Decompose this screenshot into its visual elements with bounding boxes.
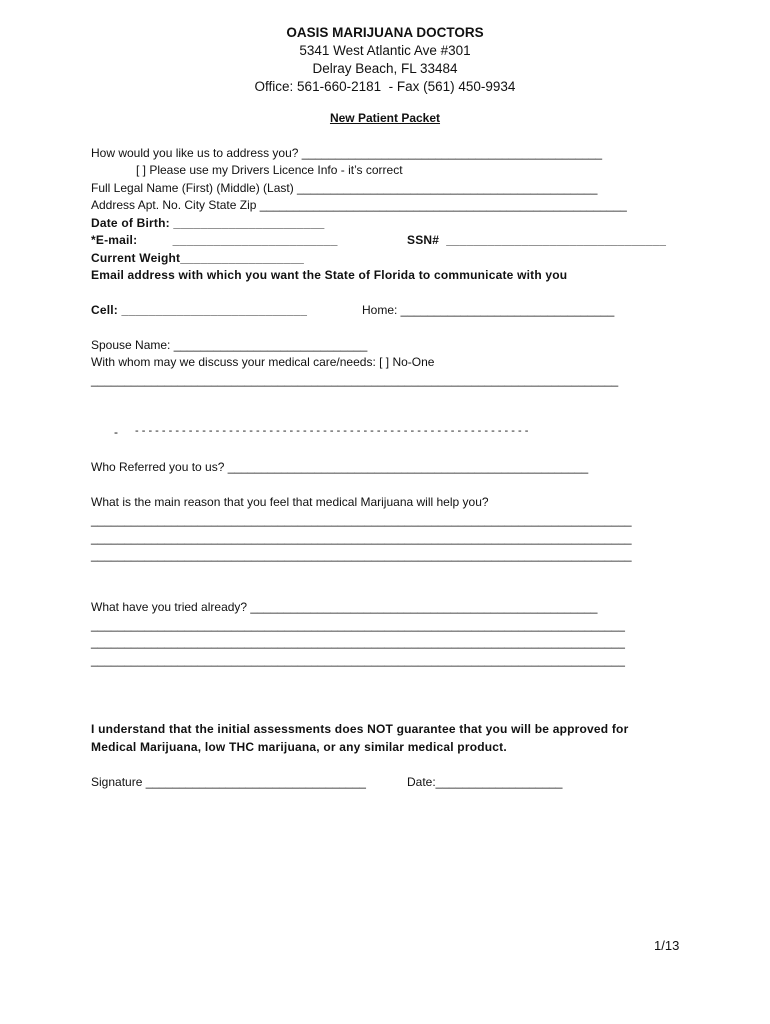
disclaimer-line-1: I understand that the initial assessments does NOT guarantee that you will be approved for	[91, 722, 629, 736]
tried-field[interactable]: What have you tried already? ____________________________________________________	[91, 600, 598, 614]
discuss-field[interactable]: With whom may we discuss your medical care/needs: [ ] No-One	[91, 355, 435, 369]
tried-line-1[interactable]: ________________________________________________________________________________	[91, 618, 625, 632]
email-field[interactable]: *E-mail: ________________________	[91, 233, 338, 247]
dob-field[interactable]: Date of Birth: ______________________	[91, 216, 325, 230]
tried-line-2[interactable]: ________________________________________________________________________________	[91, 635, 625, 649]
cell-field[interactable]: Cell: ___________________________	[91, 303, 308, 317]
separator-dash: -	[114, 425, 118, 439]
address-you-field[interactable]: How would you like us to address you? _____________________________________________	[91, 146, 603, 160]
contact-line: Office: 561-660-2181 - Fax (561) 450-9934	[254, 79, 516, 94]
main-reason-label: What is the main reason that you feel that medical Marijuana will help you?	[91, 495, 489, 509]
separator-dashes: - - - - - - - - - - - - - - - - - - - - - - - - - - - - - - - - - - - - - - - - - - - - - - - - - - - - - - - - - - -	[135, 425, 529, 437]
email-state-label: Email address with which you want the State of Florida to communicate with you	[91, 268, 568, 282]
page-number: 1/13	[654, 938, 680, 953]
reason-line-3[interactable]: _________________________________________________________________________________	[91, 548, 632, 562]
tried-line-3[interactable]: ________________________________________________________________________________	[91, 653, 625, 667]
date-field[interactable]: Date:___________________	[407, 775, 563, 789]
weight-field[interactable]: Current Weight__________________	[91, 251, 304, 265]
reason-line-1[interactable]: _________________________________________________________________________________	[91, 513, 632, 527]
discuss-line[interactable]: _______________________________________________________________________________	[91, 373, 619, 387]
org-name: OASIS MARIJUANA DOCTORS	[286, 25, 484, 40]
ssn-field[interactable]: SSN# ________________________________	[407, 233, 667, 247]
address-line-1: 5341 West Atlantic Ave #301	[299, 43, 471, 58]
spouse-field[interactable]: Spouse Name: _____________________________	[91, 338, 368, 352]
disclaimer-line-2: Medical Marijuana, low THC marijuana, or any similar medical product.	[91, 740, 507, 754]
signature-field[interactable]: Signature _________________________________	[91, 775, 366, 789]
drivers-licence-checkbox[interactable]: [ ] Please use my Drivers Licence Info - it’s correct	[136, 163, 403, 177]
address-field[interactable]: Address Apt. No. City State Zip _______________________________________________________	[91, 198, 627, 212]
full-name-field[interactable]: Full Legal Name (First) (Middle) (Last) _____________________________________________	[91, 181, 598, 195]
referred-field[interactable]: Who Referred you to us? ______________________________________________________	[91, 460, 589, 474]
address-line-2: Delray Beach, FL 33484	[312, 61, 458, 76]
form-title: New Patient Packet	[329, 111, 441, 125]
reason-line-2[interactable]: _________________________________________________________________________________	[91, 531, 632, 545]
home-field[interactable]: Home: ________________________________	[362, 303, 615, 317]
